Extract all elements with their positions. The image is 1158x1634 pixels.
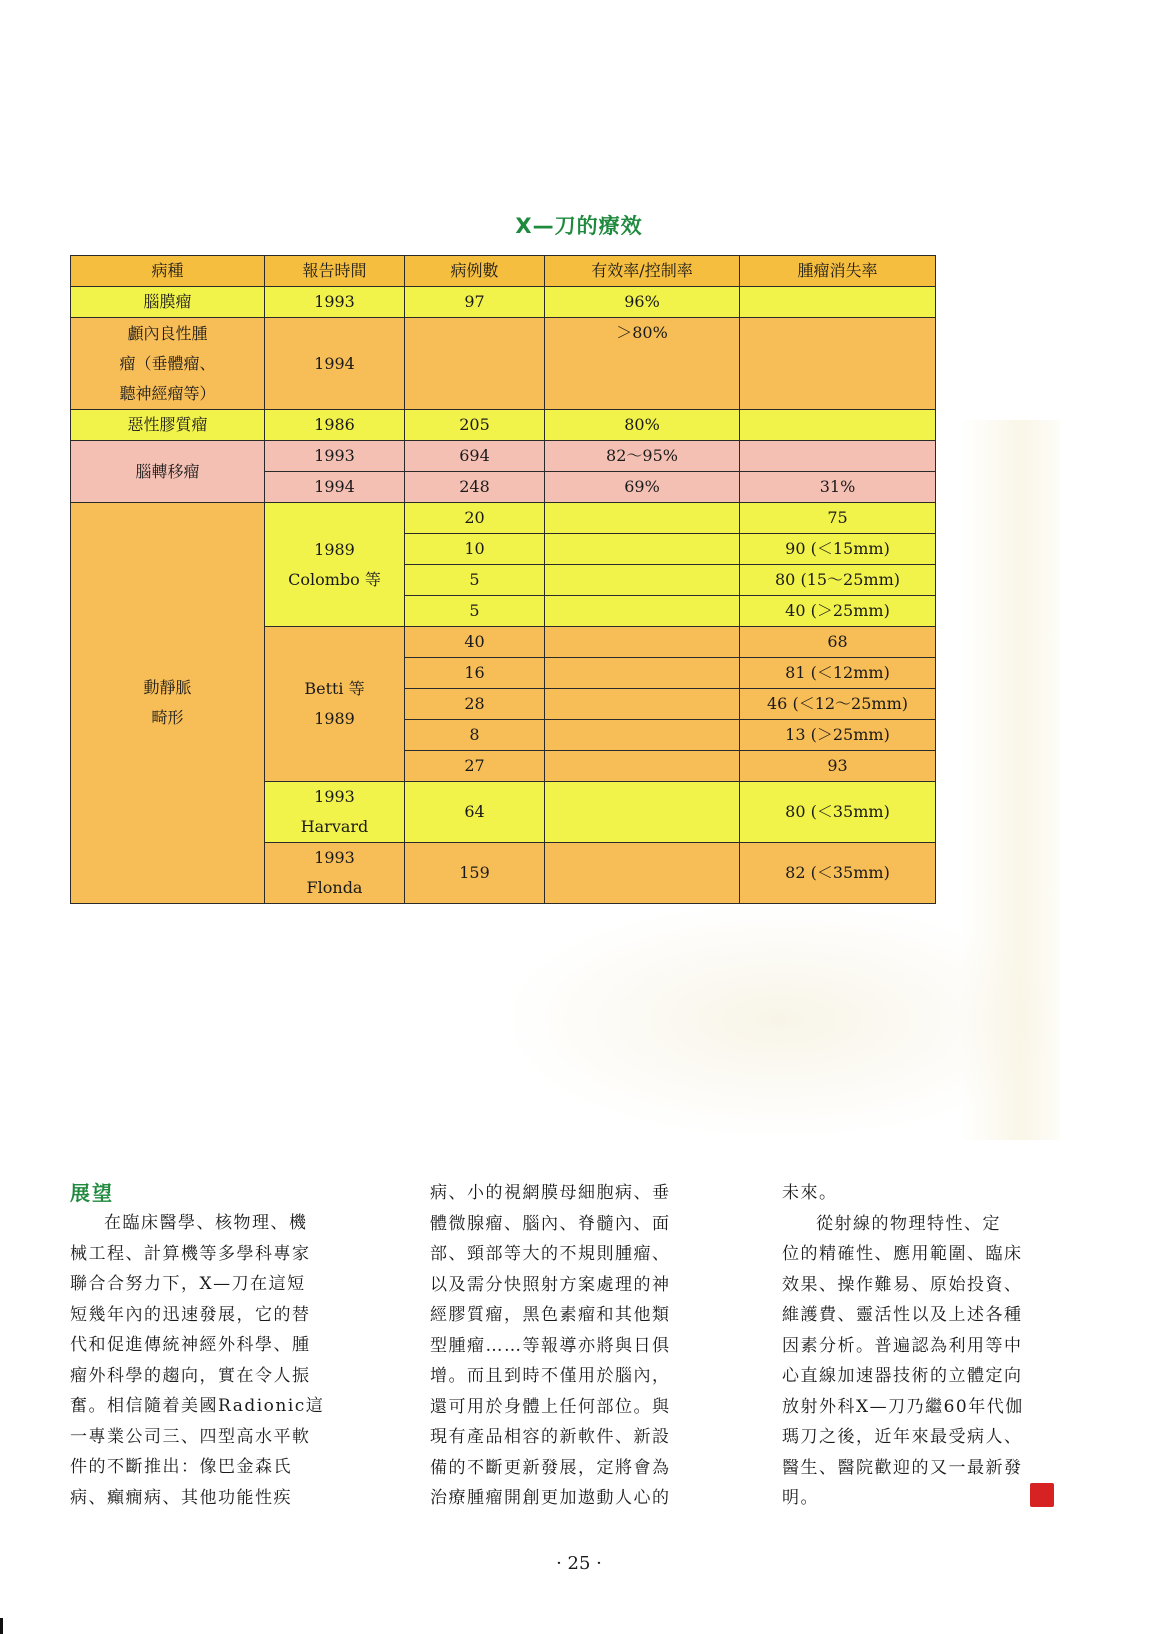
cases-cell: 28 [405, 689, 545, 720]
cases-cell: 5 [405, 596, 545, 627]
report-line: Harvard [300, 817, 369, 836]
background-texture [500, 900, 1060, 1140]
disappearance-cell: 93 [740, 751, 936, 782]
cases-cell: 10 [405, 534, 545, 565]
paragraph-line: 聯合合努力下，X—刀在這短 [70, 1274, 306, 1294]
paragraph-line: 病、癲癇病、其他功能性疾 [70, 1487, 292, 1508]
cases-cell: 159 [405, 843, 545, 904]
paragraph-line: 部、頸部等大的不規則腫瘤、 [430, 1244, 671, 1264]
paragraph-line: 醫生、醫院歡迎的又一最新發 [782, 1457, 1023, 1478]
paragraph-line: 經膠質瘤，黑色素瘤和其他類 [430, 1305, 671, 1325]
table-row [71, 287, 936, 318]
report-cell [265, 843, 405, 904]
disease-cell: 腦轉移瘤 [71, 441, 265, 503]
report-line: Flonda [306, 878, 363, 897]
efficacy-cell: ＞80% [545, 318, 740, 410]
cases-cell: 20 [405, 503, 545, 534]
seal-stamp-icon [1030, 1483, 1054, 1507]
disappearance-cell: 46 (＜12～25mm) [740, 689, 936, 720]
cases-cell: 97 [405, 287, 545, 318]
efficacy-table [70, 255, 936, 904]
table-row [71, 410, 936, 441]
efficacy-cell [545, 596, 740, 627]
cases-cell: 205 [405, 410, 545, 441]
disease-line: 瘤（垂體瘤、 [119, 353, 216, 373]
report-cell [265, 782, 405, 843]
efficacy-cell [545, 503, 740, 534]
efficacy-cell: 82～95% [545, 441, 740, 472]
paragraph-line: 明。 [782, 1488, 819, 1508]
disappearance-cell: 82 (＜35mm) [740, 843, 936, 904]
cases-cell: 40 [405, 627, 545, 658]
paragraph-line: 從射線的物理特性、定 [816, 1213, 1001, 1234]
year-cell: 1986 [265, 410, 405, 441]
column-header: 病例數 [405, 256, 545, 287]
corner-mark [0, 1618, 3, 1634]
report-cell [265, 503, 405, 627]
paragraph-line: 病、小的視網膜母細胞病、垂 [430, 1183, 671, 1203]
article-column-1 [70, 1178, 342, 1513]
table-row [71, 318, 936, 410]
paragraph-line: 短幾年內的迅速發展，它的替 [70, 1304, 311, 1325]
cases-cell: 694 [405, 441, 545, 472]
paragraph-line: 還可用於身體上任何部位。與 [430, 1396, 671, 1417]
paragraph-line: 械工程、計算機等多學科專家 [70, 1243, 311, 1264]
disappearance-cell: 68 [740, 627, 936, 658]
report-cell [265, 627, 405, 782]
disappearance-cell: 80 (15～25mm) [740, 565, 936, 596]
paragraph-line: 位的精確性、應用範圍、臨床 [782, 1244, 1023, 1264]
paragraph-line: 一專業公司三、四型高水平軟 [70, 1426, 311, 1447]
paragraph-line: 代和促進傳統神經外科學、腫 [70, 1335, 311, 1355]
table-header-row [71, 256, 936, 287]
efficacy-cell [545, 751, 740, 782]
column-header: 病種 [71, 256, 265, 287]
efficacy-cell [545, 534, 740, 565]
report-line: 1989 [314, 539, 355, 559]
paragraph-line: 未來。 [782, 1183, 838, 1203]
cases-cell: 5 [405, 565, 545, 596]
efficacy-cell [545, 782, 740, 843]
disappearance-cell: 75 [740, 503, 936, 534]
cases-cell: 27 [405, 751, 545, 782]
disappearance-cell: 90 (＜15mm) [740, 534, 936, 565]
paragraph-line: 以及需分快照射方案處理的神 [430, 1274, 671, 1295]
section-heading: 展望 [70, 1181, 114, 1205]
disappearance-cell: 13 (＞25mm) [740, 720, 936, 751]
efficacy-cell [545, 720, 740, 751]
cases-cell: 8 [405, 720, 545, 751]
column-header: 有效率/控制率 [545, 256, 740, 287]
report-line: Colombo 等 [288, 569, 381, 589]
column-header: 腫瘤消失率 [740, 256, 936, 287]
year-cell: 1994 [265, 318, 405, 410]
table-row [71, 441, 936, 472]
paragraph-line-last [782, 1483, 1054, 1514]
efficacy-cell: 80% [545, 410, 740, 441]
paragraph-line: 增。而且到時不僅用於腦內， [430, 1366, 671, 1386]
paragraph-line: 放射外科X—刀乃繼60年代伽 [782, 1396, 1024, 1417]
disappearance-cell: 40 (＞25mm) [740, 596, 936, 627]
paragraph-line: 維護費、靈活性以及上述各種 [782, 1305, 1023, 1325]
disappearance-cell [740, 441, 936, 472]
cases-cell: 16 [405, 658, 545, 689]
article-body [70, 1178, 1060, 1528]
year-cell: 1993 [265, 441, 405, 472]
paragraph-line: 瘤外科學的趨向，實在令人振 [70, 1365, 311, 1386]
paragraph-line: 備的不斷更新發展，定將會為 [430, 1457, 671, 1478]
disappearance-cell [740, 318, 936, 410]
efficacy-cell [545, 658, 740, 689]
year-cell: 1993 [265, 287, 405, 318]
disease-line: 動靜脈 [143, 678, 192, 697]
efficacy-cell [545, 843, 740, 904]
disappearance-cell [740, 410, 936, 441]
disappearance-cell: 80 (＜35mm) [740, 782, 936, 843]
cases-cell: 248 [405, 472, 545, 503]
disease-line: 顱內良性腫 [127, 323, 208, 343]
paragraph-line: 心直線加速器技術的立體定向 [782, 1366, 1023, 1386]
disappearance-cell: 81 (＜12mm) [740, 658, 936, 689]
report-line: 1993 [314, 787, 355, 806]
paragraph-line: 瑪刀之後，近年來最受病人、 [782, 1427, 1023, 1447]
article-column-2 [430, 1178, 702, 1514]
year-cell: 1994 [265, 472, 405, 503]
paragraph-line: 體微腺瘤、腦內、脊髓內、面 [430, 1213, 671, 1234]
paragraph-line: 治療腫瘤開創更加遨動人心的 [430, 1488, 671, 1508]
efficacy-cell [545, 689, 740, 720]
article-column-3 [782, 1178, 1054, 1514]
disease-line: 畸形 [151, 708, 184, 727]
disease-cell [71, 503, 265, 904]
cases-cell: 64 [405, 782, 545, 843]
report-line: 1989 [314, 709, 355, 728]
paragraph-line: 奮。相信隨着美國Radionic這 [70, 1396, 325, 1416]
report-line: Betti 等 [304, 679, 365, 698]
efficacy-cell [545, 627, 740, 658]
disease-line: 聽神經瘤等） [119, 383, 216, 403]
paragraph-line: 件的不斷推出：像巴金森氏 [70, 1457, 292, 1477]
disappearance-cell [740, 287, 936, 318]
disappearance-cell: 31% [740, 472, 936, 503]
efficacy-cell [545, 565, 740, 596]
paragraph-line: 因素分析。普遍認為利用等中 [782, 1335, 1023, 1356]
disease-cell: 腦膜瘤 [71, 287, 265, 318]
column-header: 報告時間 [265, 256, 405, 287]
report-line: 1993 [314, 848, 355, 867]
paragraph-line: 在臨床醫學、核物理、機 [104, 1213, 308, 1233]
paragraph-line: 型腫瘤……等報導亦將與日俱 [430, 1335, 671, 1356]
efficacy-cell: 69% [545, 472, 740, 503]
paragraph-line: 現有產品相容的新軟件、新設 [430, 1427, 671, 1447]
table-title: X—刀的療效 [515, 214, 643, 238]
table-row [71, 503, 936, 534]
efficacy-cell: 96% [545, 287, 740, 318]
cases-cell [405, 318, 545, 410]
page-number: · 25 · [556, 1553, 602, 1574]
paragraph-line: 效果、操作難易、原始投資、 [782, 1274, 1023, 1295]
disease-cell: 惡性膠質瘤 [71, 410, 265, 441]
disease-cell [71, 318, 265, 410]
